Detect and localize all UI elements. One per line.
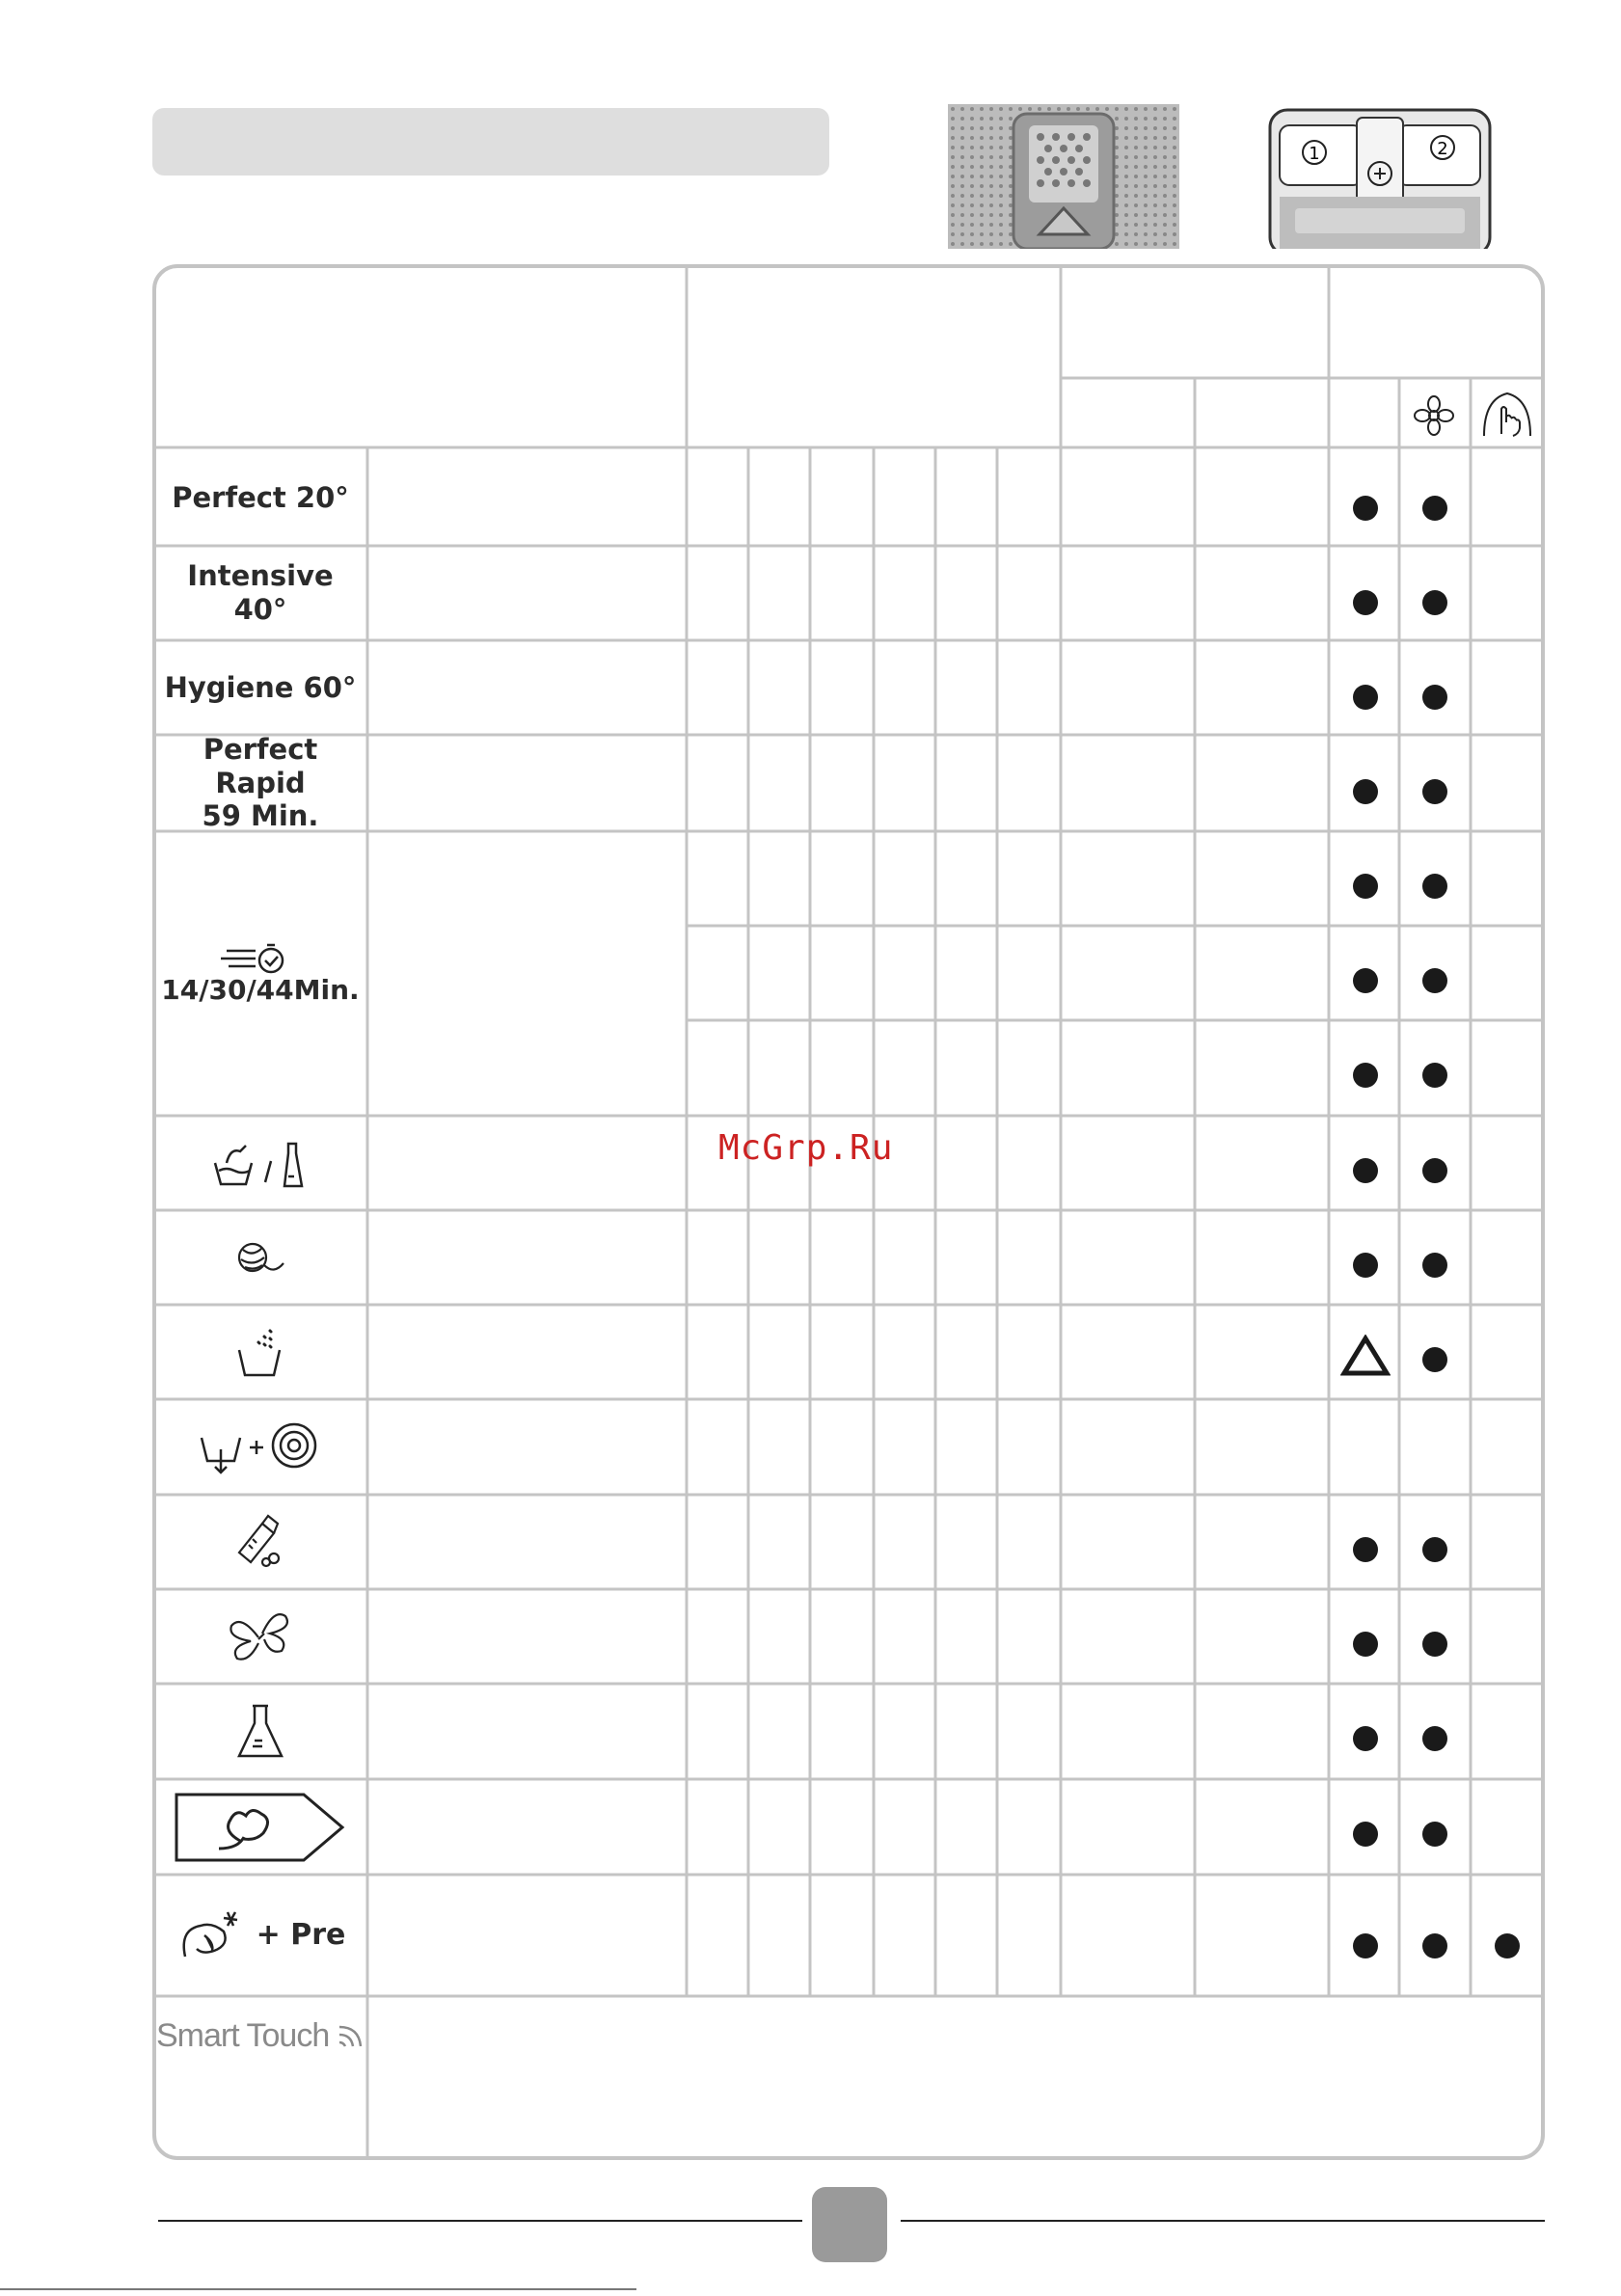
indicator-dot [1353, 1063, 1378, 1088]
program-rapid-14-30-44 [156, 833, 365, 1113]
indicator-dot [1422, 1632, 1447, 1657]
indicator-dot [1353, 1726, 1378, 1751]
rapid-label: 14/30/44Min. [161, 974, 360, 1007]
stain-icon [176, 1906, 249, 1964]
baby-bottle-icon [231, 1510, 289, 1574]
smart-touch-logo [156, 2017, 365, 2055]
program-baby [156, 1497, 365, 1587]
footer-rule-left [158, 2220, 802, 2222]
section-title-bar [152, 108, 829, 176]
footer-rule-right [901, 2220, 1545, 2222]
indicator-dot [1353, 1158, 1378, 1183]
indicator-dot [1422, 968, 1447, 993]
compartment-1-label: 1 [1309, 144, 1320, 164]
program-perfect-20: Perfect 20° [172, 480, 349, 514]
indicator-dot [1422, 1822, 1447, 1847]
indicator-dot [1353, 685, 1378, 710]
compartment-2-label: 2 [1437, 139, 1448, 159]
cotton-eco-icon [173, 1791, 348, 1864]
butterfly-icon [222, 1605, 299, 1668]
indicator-dot [1353, 590, 1378, 615]
program-cotton-eco [156, 1781, 365, 1873]
indicator-dot [1422, 1253, 1447, 1278]
indicator-dot [1422, 1726, 1447, 1751]
rapid-clock-icon [217, 939, 304, 974]
indicator-dot [1353, 1822, 1378, 1847]
indicator-dot [1353, 779, 1378, 804]
program-wool [156, 1212, 365, 1303]
indicator-triangle [1340, 1335, 1391, 1377]
touch-hand-icon [1480, 390, 1534, 440]
program-stain-pre [156, 1877, 365, 1994]
program-drain-spin [156, 1401, 365, 1493]
rinse-icon [231, 1323, 289, 1381]
wool-icon [231, 1229, 289, 1286]
pre-label: + Pre [256, 1918, 346, 1952]
indicator-dot [1353, 1933, 1378, 1958]
indicator-dot [1422, 1537, 1447, 1562]
indicator-dot [1422, 1063, 1447, 1088]
smart-touch-label: Smart Touch [156, 2017, 330, 2054]
indicator-dot [1353, 496, 1378, 521]
indicator-dot [1353, 968, 1378, 993]
program-rinse [156, 1307, 365, 1397]
page-edge-rule [0, 2288, 636, 2290]
page-number-box [812, 2187, 887, 2262]
detergent-compartment-diagram [1266, 104, 1494, 249]
indicator-dot [1495, 1933, 1520, 1958]
indicator-dot [1422, 496, 1447, 521]
indicator-dot [1422, 1933, 1447, 1958]
indicator-dot [1353, 874, 1378, 899]
program-hygiene-60: Hygiene 60° [164, 670, 357, 704]
drain-spin-icon [198, 1418, 323, 1476]
indicator-dot [1353, 1537, 1378, 1562]
program-perfect-rapid: Perfect Rapid 59 Min. [202, 732, 319, 833]
handwash-delicates-icon [207, 1134, 313, 1192]
watermark: McGrp.Ru [718, 1128, 894, 1168]
program-handwash-delicates [156, 1118, 365, 1208]
indicator-dot [1422, 779, 1447, 804]
program-intensive-40: Intensive 40° [187, 559, 334, 626]
indicator-dot [1422, 685, 1447, 710]
softener-flower-icon [1410, 392, 1458, 440]
detergent-drawer-photo [948, 104, 1179, 249]
indicator-dot [1422, 874, 1447, 899]
indicator-dot [1422, 1347, 1447, 1372]
program-flask [156, 1686, 365, 1777]
program-butterfly [156, 1591, 365, 1682]
indicator-dot [1422, 1158, 1447, 1183]
wifi-icon [336, 2017, 365, 2050]
indicator-dot [1353, 1632, 1378, 1657]
indicator-dot [1353, 1253, 1378, 1278]
flask-icon [233, 1702, 287, 1762]
indicator-dot [1422, 590, 1447, 615]
